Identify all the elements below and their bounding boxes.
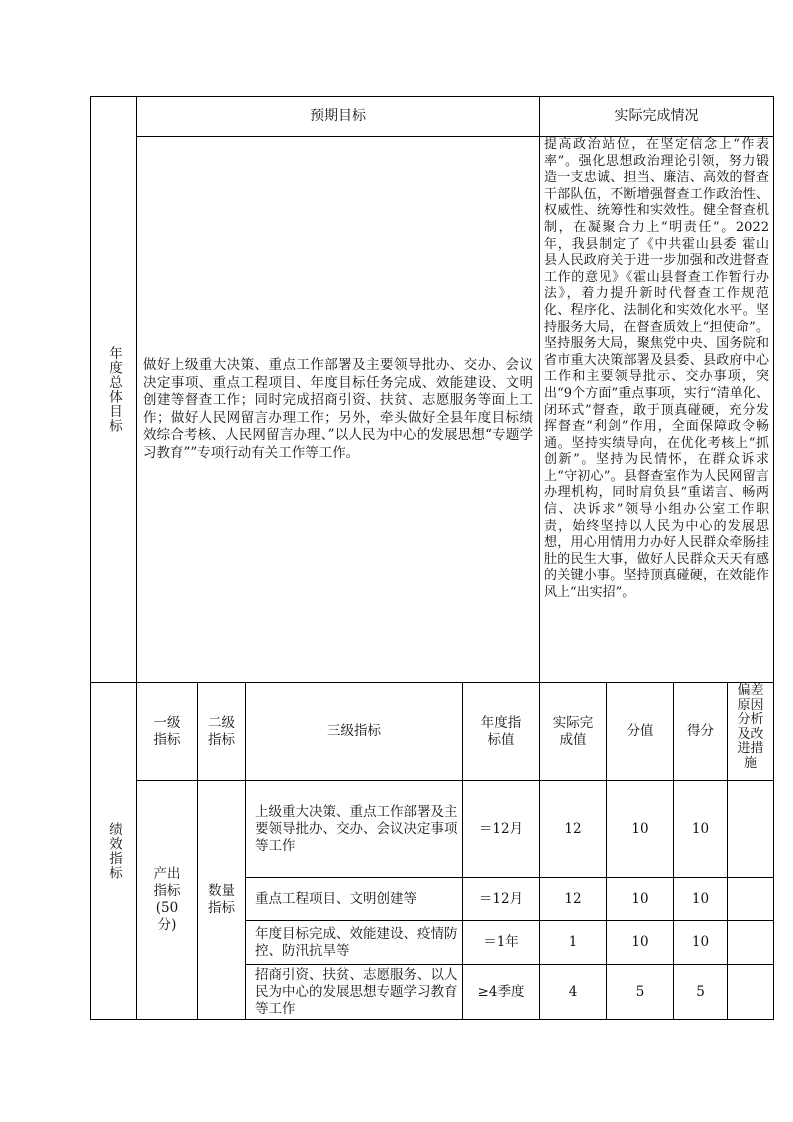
row3-score: 10 (631, 934, 649, 950)
expected-goal-text: 做好上级重大决策、重点工作部署及主要领导批办、交办、会议决定事项、重点工程项目、年度目标任务完成、效能建设、文明创建等督查工作；同时完成招商引资、扶贫、志愿服务等面上工作；做好人民网留言办理工作；另外，牵头做好全县年度目标绩效综合考核、人民网留言办理、”以人民为中心的发展思想“专题学习教育””专项行动有关工作等工作。 (143, 357, 533, 461)
row1-got: 10 (691, 820, 710, 837)
header-score: 分值 (626, 723, 654, 739)
row3-target: ＝1年 (483, 934, 519, 950)
row1-target: ＝12月 (478, 820, 524, 837)
header-deviation (728, 683, 773, 780)
row3-actual: 1 (568, 934, 578, 950)
row4-deviation (728, 965, 773, 1019)
row4-actual: 4 (568, 983, 578, 1000)
actual-status-text: 提高政治站位，在坚定信念上“作表率”。强化思想政治理论引领，努力锻造一支忠诚、担当、廉洁、高效的督查干部队伍，不断增强督查工作政治性、权威性、统筹性和实效性。健全督查机制，在凝聚合力上“明责任”。2022年，我县制定了《中共霍山县委 霍山县人民政府关于进一步加强和改进督查工作的意见》《霍山县督查工作暂行办法》，着力提升新时代督查工作规范化、程序化、法制化和实效化水平。坚持服务大局，在督查质效上“担使命”。坚持服务大局，聚焦党中央、国务院和省市重大决策部署及县委、县政府中心工作和主要领导批示、交办事项，突出“9个方面”重点事项，实行“清单化、闭环式”督查，敢于顶真碰硬，充分发挥督查“利剑”作用，全面保障政令畅通。坚持实绩导向，在优化考核上“抓创新”。坚持为民情怀，在群众诉求上“守初心”。县督查室作为人民网留言办理机构，同时肩负县“重诺言、畅两信、决诉求”领导小组办公室工作职责，始终坚持以人民为中心的发展思想，用心用情用力办好人民群众牵肠挂肚的民生大事，做好人民群众天天有感的关键小事。坚持顶真碰硬，在效能作风上“出实招”。 (544, 137, 769, 601)
row1-deviation (728, 781, 773, 877)
row2-score: 10 (631, 890, 649, 907)
actual-status-header: 实际完成情况 (614, 108, 699, 124)
level1-output-text: 产出指标(50分) (153, 866, 181, 933)
performance-row-label: 绩效指标 (106, 822, 122, 880)
row4-target: ≥4季度 (477, 983, 525, 1000)
row4-got: 5 (696, 983, 705, 1000)
table-row (246, 781, 773, 877)
table-border-right (773, 96, 774, 1020)
row3-got: 10 (691, 934, 710, 950)
header-level3: 三级指标 (327, 723, 381, 739)
row2-target: ＝12月 (478, 890, 524, 907)
row4-indicator: 招商引资、扶贫、志愿服务、以人民为中心的发展思想专题学习教育等工作 (255, 966, 458, 1017)
row3-deviation (728, 921, 773, 964)
header-deviation-text: 偏差原因分析及改进措施 (737, 683, 764, 771)
row2-indicator: 重点工程项目、文明创建等 (255, 890, 417, 907)
header-target-text: 年度指标值 (480, 714, 522, 748)
header-target (463, 683, 539, 780)
header-level1-text: 一级指标 (153, 714, 181, 748)
header-actual-text: 实际完成值 (552, 714, 594, 748)
header-actual (540, 683, 606, 780)
header-level2 (198, 683, 245, 780)
row1-actual: 12 (564, 820, 582, 837)
row2-got: 10 (691, 890, 710, 907)
header-level2-text: 二级指标 (208, 714, 235, 748)
table-row (246, 965, 773, 1019)
table-border-bottom (90, 1019, 774, 1020)
expected-goal-header: 预期目标 (310, 108, 366, 124)
row1-score: 10 (631, 820, 649, 837)
annual-goal-row-label: 年度总体目标 (106, 346, 122, 433)
goal-col-divider (539, 96, 540, 682)
table-row (246, 878, 773, 920)
row2-actual: 12 (564, 890, 582, 907)
expected-goal-cell (137, 137, 539, 682)
table-row (246, 921, 773, 964)
row1-indicator: 上级重大决策、重点工作部署及主要领导批办、交办、会议决定事项等工作 (255, 803, 458, 854)
header-level1 (137, 683, 197, 780)
row3-indicator: 年度目标完成、效能建设、疫情防控、防汛抗旱等 (255, 925, 458, 959)
header-got: 得分 (687, 723, 714, 739)
level1-output-indicator (137, 781, 197, 1019)
level2-quantity-text: 数量指标 (208, 883, 235, 916)
row4-score: 5 (635, 983, 645, 1000)
level2-quantity-indicator (198, 781, 245, 1019)
row2-deviation (728, 878, 773, 920)
